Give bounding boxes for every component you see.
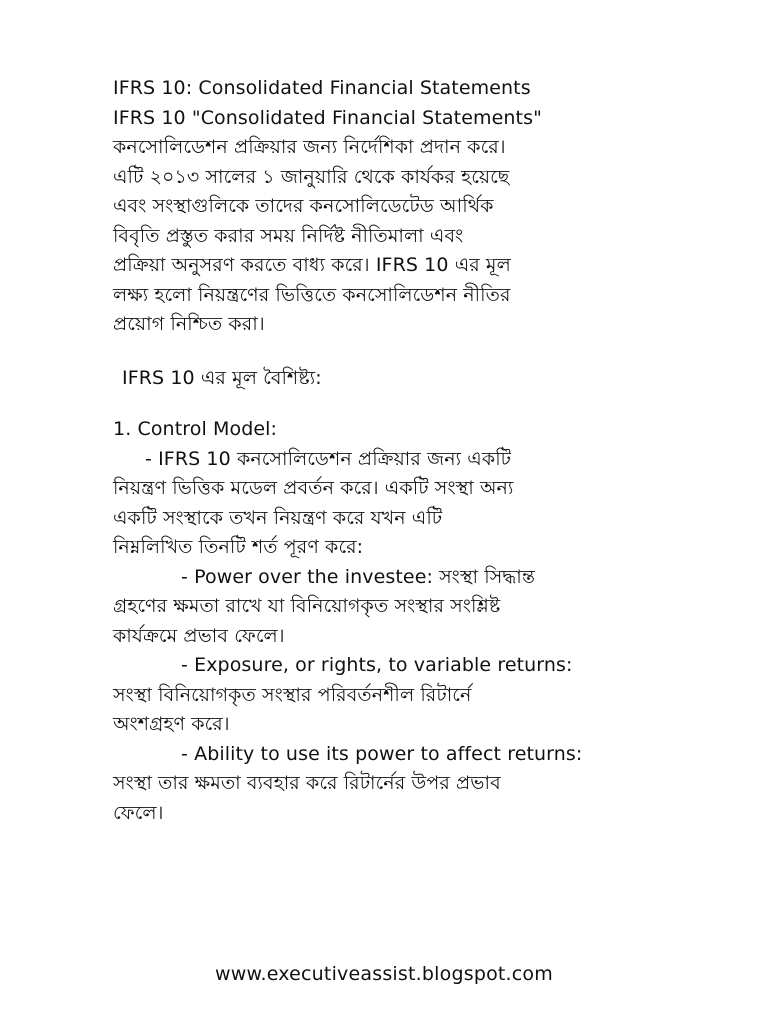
section-title: 1. Control Model:	[113, 418, 278, 440]
paragraph-spacer	[113, 340, 673, 364]
intro-paragraph	[113, 74, 673, 340]
condition-line: সংস্থা তার ক্ষমতা ব্যবহার করে রিটার্নের উপর প্রভাব	[113, 772, 501, 794]
section-line: - IFRS 10 কনসোলিডেশন প্রক্রিয়ার জন্য একটি	[145, 447, 512, 470]
condition-lead: - Ability to use its power to affect returns:	[181, 742, 583, 765]
intro-line: প্রক্রিয়া অনুসরণ করতে বাধ্য করে। IFRS 10 এর মূল	[113, 254, 511, 276]
paragraph-spacer	[113, 393, 673, 415]
control-model-section	[113, 415, 673, 828]
condition-item	[113, 740, 673, 829]
intro-line: লক্ষ্য হলো নিয়ন্ত্রণের ভিত্তিতে কনসোলিডেশন নীতির	[113, 283, 511, 306]
document-title: IFRS 10: Consolidated Financial Statements	[113, 77, 531, 99]
intro-line: প্রয়োগ নিশ্চিত করা।	[113, 313, 265, 335]
intro-line: IFRS 10 "Consolidated Financial Statements"	[113, 106, 542, 129]
condition-line: সংস্থা বিনিয়োগকৃত সংস্থার পরিবর্তনশীল রিটার্নে	[113, 683, 472, 706]
condition-item	[113, 563, 673, 652]
section-line: নিয়ন্ত্রণ ভিত্তিক মডেল প্রবর্তন করে। একটি সংস্থা অন্য	[113, 477, 514, 499]
condition-lead: - Exposure, or rights, to variable returns:	[181, 654, 573, 676]
intro-line: কনসোলিডেশন প্রক্রিয়ার জন্য নির্দেশিকা প্রদান করে।	[113, 136, 506, 158]
section-line: নিম্নলিখিত তিনটি শর্ত পূরণ করে:	[113, 536, 364, 558]
condition-line: ফেলে।	[113, 801, 164, 824]
condition-lead: - Power over the investee: সংস্থা সিদ্ধান্ত	[181, 565, 536, 588]
footer-url: www.executiveassist.blogspot.com	[215, 963, 553, 985]
condition-line: অংশগ্রহণ করে।	[113, 713, 230, 735]
section-line: একটি সংস্থাকে তখন নিয়ন্ত্রণ করে যখন এটি	[113, 506, 443, 529]
intro-line: বিবৃতি প্রস্তুত করার সময় নির্দিষ্ট নীতিমালা এবং	[113, 224, 464, 247]
intro-line: এটি ২০১৩ সালের ১ জানুয়ারি থেকে কার্যকর হয়েছে	[113, 165, 510, 188]
condition-line: কার্যক্রমে প্রভাব ফেলে।	[113, 624, 285, 647]
intro-line: এবং সংস্থাগুলিকে তাদের কনসোলিডেটেড আর্থিক	[113, 195, 494, 217]
features-heading: IFRS 10 এর মূল বৈশিষ্ট্য:	[122, 366, 322, 389]
document-body	[113, 74, 673, 828]
condition-line: গ্রহণের ক্ষমতা রাখে যা বিনিয়োগকৃত সংস্থার সংশ্লিষ্ট	[113, 595, 501, 617]
condition-item	[113, 651, 673, 740]
